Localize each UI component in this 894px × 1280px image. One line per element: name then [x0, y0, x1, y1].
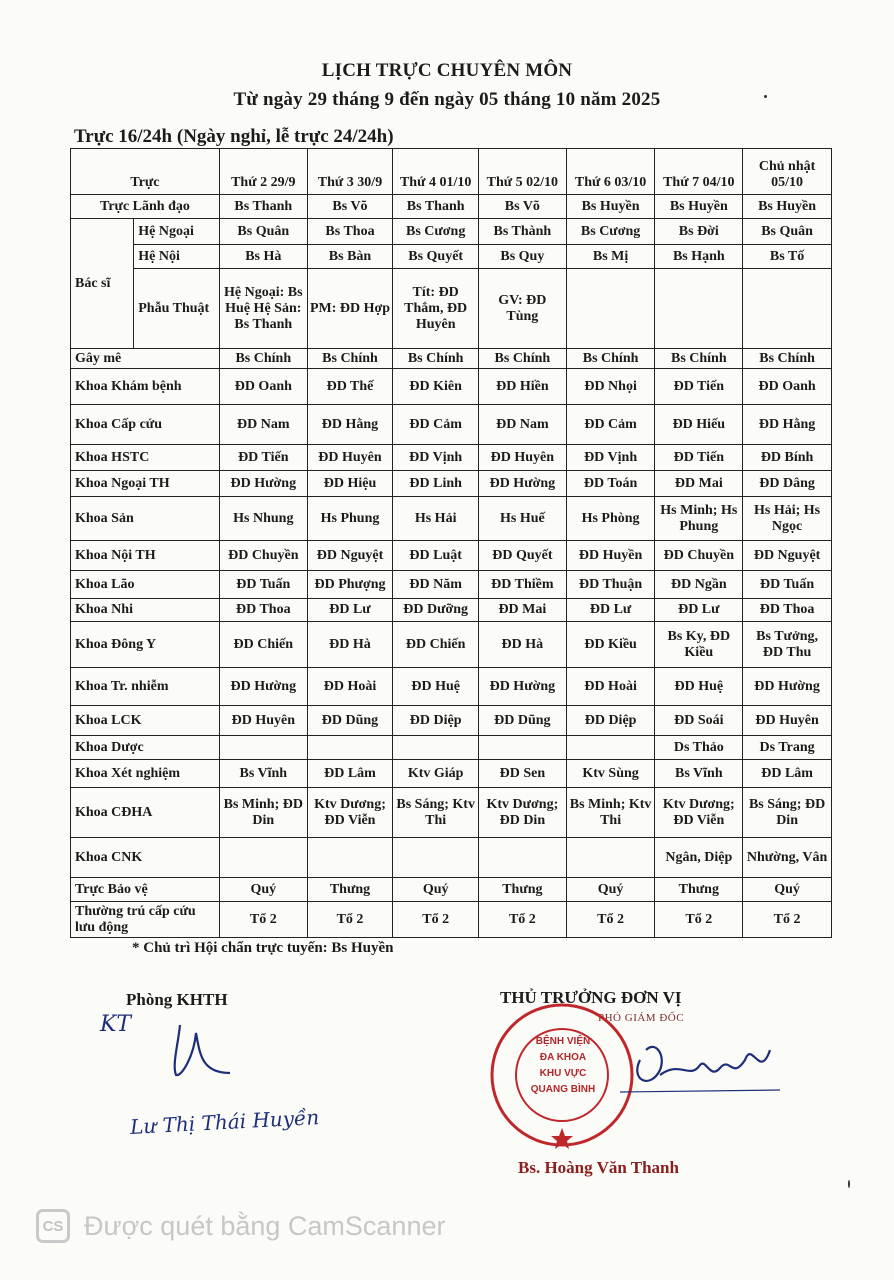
dept-row — [71, 668, 832, 706]
duty-cell: ĐD Dưỡng — [393, 599, 479, 622]
duty-cell: Thưng — [655, 878, 743, 902]
row-label: Khoa Nhi — [71, 599, 220, 622]
sub-row-label: Hệ Ngoại — [134, 219, 220, 245]
duty-cell: ĐD Soái — [655, 706, 743, 736]
duty-cell — [307, 838, 393, 878]
duty-cell: ĐD Diệp — [393, 706, 479, 736]
duty-cell: Bs Quy — [479, 245, 567, 269]
duty-cell: ĐD Dũng — [479, 706, 567, 736]
day-header: Chủ nhật 05/10 — [743, 149, 832, 195]
duty-cell: ĐD Cảm — [566, 405, 655, 445]
duty-cell: ĐD Hằng — [307, 405, 393, 445]
row-label: Khoa Đông Y — [71, 622, 220, 668]
duty-cell: Bs Sáng; Ktv Thi — [393, 788, 479, 838]
duty-cell — [393, 736, 479, 760]
duty-cell: Quý — [393, 878, 479, 902]
duty-cell: ĐD Huyên — [307, 445, 393, 471]
day-header: Thứ 2 29/9 — [219, 149, 307, 195]
speck — [764, 95, 767, 98]
duty-cell: ĐD Tuấn — [743, 571, 832, 599]
day-header: Thứ 6 03/10 — [566, 149, 655, 195]
duty-cell: ĐD Sen — [479, 760, 567, 788]
duty-cell: ĐD Quyết — [479, 541, 567, 571]
head-unit-title: THỦ TRƯỞNG ĐƠN VỊ — [500, 988, 682, 1007]
day-header: Thứ 4 01/10 — [393, 149, 479, 195]
duty-cell: Bs Chính — [307, 349, 393, 369]
dept-row — [71, 902, 832, 938]
duty-cell: Tổ 2 — [219, 902, 307, 938]
duty-cell: Hs Phung — [307, 497, 393, 541]
doctor-row — [71, 219, 832, 245]
duty-cell: ĐD Tiến — [655, 445, 743, 471]
duty-cell: Ktv Dương; ĐD Viễn — [655, 788, 743, 838]
duty-cell: Tổ 2 — [307, 902, 393, 938]
signer-name: Bs. Hoàng Văn Thanh — [518, 1158, 679, 1177]
duty-cell: Ktv Sùng — [566, 760, 655, 788]
duty-cell: ĐD Thế — [307, 369, 393, 405]
duty-cell: Bs Huyền — [743, 195, 832, 219]
camscanner-watermark — [36, 1208, 445, 1244]
duty-cell: Tổ 2 — [566, 902, 655, 938]
duty-cell — [743, 269, 832, 349]
duty-cell: ĐD Nam — [479, 405, 567, 445]
dept-row — [71, 788, 832, 838]
duty-cell: Quý — [566, 878, 655, 902]
duty-cell: Bs Minh; ĐD Din — [219, 788, 307, 838]
duty-cell: ĐD Hà — [307, 622, 393, 668]
dept-row — [71, 760, 832, 788]
right-signature-icon — [620, 1020, 780, 1100]
duty-cell — [566, 269, 655, 349]
duty-cell: ĐD Huệ — [655, 668, 743, 706]
duty-cell: Bs Thanh — [393, 195, 479, 219]
row-label: Khoa Tr. nhiễm — [71, 668, 220, 706]
dept-row — [71, 706, 832, 736]
duty-cell: ĐD Hường — [743, 668, 832, 706]
dept-row — [71, 878, 832, 902]
duty-cell: Quý — [219, 878, 307, 902]
duty-cell: Tổ 2 — [743, 902, 832, 938]
duty-cell: ĐD Kiên — [393, 369, 479, 405]
duty-cell: GV: ĐD Tùng — [479, 269, 567, 349]
duty-cell: ĐD Diệp — [566, 706, 655, 736]
duty-cell — [219, 838, 307, 878]
duty-cell: Bs Vĩnh — [219, 760, 307, 788]
dept-row — [71, 571, 832, 599]
duty-cell — [219, 736, 307, 760]
leader-row — [71, 195, 832, 219]
shift-subtitle: Trực 16/24h (Ngày nghỉ, lễ trực 24/24h) — [74, 126, 394, 147]
duty-cell: ĐD Hường — [479, 471, 567, 497]
duty-cell: Bs Minh; Ktv Thi — [566, 788, 655, 838]
duty-cell: ĐD Hoài — [307, 668, 393, 706]
duty-cell: Bs Thoa — [307, 219, 393, 245]
row-label: Khoa Khám bệnh — [71, 369, 220, 405]
dept-row — [71, 497, 832, 541]
duty-cell: Hs Huế — [479, 497, 567, 541]
dept-row — [71, 349, 832, 369]
row-label: Khoa Xét nghiệm — [71, 760, 220, 788]
duty-cell: ĐD Hường — [219, 668, 307, 706]
duty-cell — [307, 736, 393, 760]
duty-cell: Tít: ĐD Thắm, ĐD Huyên — [393, 269, 479, 349]
duty-cell: ĐD Nguyệt — [743, 541, 832, 571]
duty-cell: ĐD Lư — [307, 599, 393, 622]
duty-cell: Bs Chính — [219, 349, 307, 369]
duty-cell: ĐD Huệ — [393, 668, 479, 706]
duty-cell: ĐD Ngần — [655, 571, 743, 599]
doctor-row — [71, 245, 832, 269]
duty-cell: ĐD Dũng — [307, 706, 393, 736]
camscanner-text: Được quét bằng CamScanner — [84, 1210, 446, 1241]
duty-cell: ĐD Luật — [393, 541, 479, 571]
duty-cell: ĐD Lâm — [307, 760, 393, 788]
duty-cell: ĐD Lâm — [743, 760, 832, 788]
speck — [848, 1180, 850, 1188]
document-title: LỊCH TRỰC CHUYÊN MÔN — [321, 60, 573, 81]
row-label: Khoa CNK — [71, 838, 220, 878]
duty-cell: Bs Võ — [479, 195, 567, 219]
vice-director-label: PHÓ GIÁM ĐỐC — [598, 1012, 685, 1024]
row-label: Thường trú cấp cứu lưu động — [71, 902, 220, 938]
duty-cell: ĐD Bính — [743, 445, 832, 471]
duty-cell: Nhường, Vân — [743, 838, 832, 878]
dept-row — [71, 541, 832, 571]
seal-text: BỆNH VIỆN ĐA KHOA KHU VỰC QUANG BÌNH — [530, 1036, 596, 1095]
duty-cell: ĐD Chuyền — [655, 541, 743, 571]
duty-schedule-table — [70, 148, 832, 938]
duty-cell: ĐD Tiến — [655, 369, 743, 405]
row-label: Trực Bảo vệ — [71, 878, 220, 902]
duty-cell: ĐD Nguyệt — [307, 541, 393, 571]
dept-row — [71, 405, 832, 445]
dept-row — [71, 736, 832, 760]
duty-cell: Bs Đời — [655, 219, 743, 245]
row-label: Khoa LCK — [71, 706, 220, 736]
duty-cell: ĐD Tuấn — [219, 571, 307, 599]
date-range: Từ ngày 29 tháng 9 đến ngày 05 tháng 10 năm 2025 — [233, 89, 661, 110]
duty-cell: Bs Ky, ĐD Kiều — [655, 622, 743, 668]
duty-cell: Bs Võ — [307, 195, 393, 219]
duty-cell: Thưng — [479, 878, 567, 902]
row-label: Khoa HSTC — [71, 445, 220, 471]
duty-cell — [566, 736, 655, 760]
duty-cell: ĐD Toán — [566, 471, 655, 497]
left-signature-icon — [150, 1015, 240, 1085]
header-row — [71, 149, 832, 195]
doctor-group-label: Bác sĩ — [71, 219, 134, 349]
duty-cell: Tổ 2 — [479, 902, 567, 938]
row-label: Khoa Sản — [71, 497, 220, 541]
duty-cell: PM: ĐD Hợp — [307, 269, 393, 349]
duty-cell: Quý — [743, 878, 832, 902]
duty-cell: ĐD Thuận — [566, 571, 655, 599]
duty-cell: ĐD Hường — [219, 471, 307, 497]
duty-cell: ĐD Chiến — [393, 622, 479, 668]
duty-cell: Bs Hà — [219, 245, 307, 269]
dept-row — [71, 369, 832, 405]
duty-cell: Bs Chính — [566, 349, 655, 369]
duty-cell: ĐD Mai — [655, 471, 743, 497]
duty-cell: ĐD Tiến — [219, 445, 307, 471]
duty-cell — [655, 269, 743, 349]
sub-row-label: Phẫu Thuật — [134, 269, 220, 349]
duty-cell: ĐD Hiếu — [655, 405, 743, 445]
duty-cell: ĐD Kiều — [566, 622, 655, 668]
duty-cell: Bs Tố — [743, 245, 832, 269]
dept-row — [71, 622, 832, 668]
duty-cell: ĐD Nhọi — [566, 369, 655, 405]
day-header: Thứ 3 30/9 — [307, 149, 393, 195]
duty-cell: Bs Vĩnh — [655, 760, 743, 788]
doctor-row — [71, 269, 832, 349]
duty-cell: Bs Quân — [219, 219, 307, 245]
row-label: Khoa Dược — [71, 736, 220, 760]
duty-cell: Tổ 2 — [655, 902, 743, 938]
day-header: Thứ 7 04/10 — [655, 149, 743, 195]
duty-cell: ĐD Huyên — [743, 706, 832, 736]
duty-cell: ĐD Lư — [566, 599, 655, 622]
duty-cell: ĐD Nam — [219, 405, 307, 445]
duty-cell: ĐD Huyền — [566, 541, 655, 571]
duty-cell: Hs Hải — [393, 497, 479, 541]
sub-row-label: Hệ Nội — [134, 245, 220, 269]
duty-cell: Ngân, Diệp — [655, 838, 743, 878]
duty-cell: Bs Bàn — [307, 245, 393, 269]
consultation-note: * Chủ trì Hội chẩn trực tuyến: Bs Huyền — [132, 940, 394, 956]
duty-cell: ĐD Chiến — [219, 622, 307, 668]
duty-cell: Ds Thảo — [655, 736, 743, 760]
duty-cell: Hs Minh; Hs Phung — [655, 497, 743, 541]
duty-cell: ĐD Mai — [479, 599, 567, 622]
duty-cell: Bs Chính — [393, 349, 479, 369]
duty-cell: Bs Hạnh — [655, 245, 743, 269]
row-label: Khoa Lão — [71, 571, 220, 599]
duty-cell: ĐD Oanh — [219, 369, 307, 405]
duty-cell: Bs Cương — [393, 219, 479, 245]
duty-cell: ĐD Oanh — [743, 369, 832, 405]
duty-cell: Tổ 2 — [393, 902, 479, 938]
duty-cell: Bs Chính — [479, 349, 567, 369]
duty-cell: Bs Sáng; ĐD Din — [743, 788, 832, 838]
dept-row — [71, 471, 832, 497]
duty-cell: Hs Nhung — [219, 497, 307, 541]
duty-cell: ĐD Thiềm — [479, 571, 567, 599]
handwritten-name: Lư Thị Thái Huyền — [129, 1105, 320, 1139]
duty-cell: Bs Chính — [655, 349, 743, 369]
row-label: Trực Lãnh đạo — [71, 195, 220, 219]
dept-row — [71, 838, 832, 878]
duty-cell: Thưng — [307, 878, 393, 902]
duty-cell: Ktv Giáp — [393, 760, 479, 788]
camscanner-icon: CS — [36, 1209, 70, 1243]
duty-cell: ĐD Cảm — [393, 405, 479, 445]
duty-cell — [479, 838, 567, 878]
duty-cell: Hs Hải; Hs Ngọc — [743, 497, 832, 541]
duty-cell: ĐD Thoa — [743, 599, 832, 622]
duty-cell: ĐD Thoa — [219, 599, 307, 622]
duty-cell: ĐD Hằng — [743, 405, 832, 445]
duty-cell: ĐD Dâng — [743, 471, 832, 497]
duty-cell: Bs Huyền — [655, 195, 743, 219]
dept-row — [71, 599, 832, 622]
day-header: Thứ 5 02/10 — [479, 149, 567, 195]
row-label: Khoa Ngoại TH — [71, 471, 220, 497]
duty-cell: Bs Chính — [743, 349, 832, 369]
duty-cell: Bs Quyết — [393, 245, 479, 269]
row-label: Khoa CĐHA — [71, 788, 220, 838]
duty-cell: Bs Mị — [566, 245, 655, 269]
dept-row — [71, 445, 832, 471]
duty-cell: Bs Thanh — [219, 195, 307, 219]
duty-cell: ĐD Chuyền — [219, 541, 307, 571]
duty-cell: ĐD Vịnh — [393, 445, 479, 471]
duty-cell: ĐD Huyên — [219, 706, 307, 736]
duty-cell: Bs Quân — [743, 219, 832, 245]
duty-cell: Hs Phòng — [566, 497, 655, 541]
corner-header: Trực — [71, 149, 220, 195]
duty-cell: Ktv Dương; ĐD Din — [479, 788, 567, 838]
duty-cell: ĐD Linh — [393, 471, 479, 497]
handwritten-kt: KT — [100, 1012, 132, 1037]
duty-cell — [566, 838, 655, 878]
duty-cell: Bs Thành — [479, 219, 567, 245]
row-label: Gây mê — [71, 349, 220, 369]
dept-khth-title: Phòng KHTH — [126, 990, 228, 1009]
duty-cell: ĐD Hà — [479, 622, 567, 668]
row-label: Khoa Cấp cứu — [71, 405, 220, 445]
duty-cell — [393, 838, 479, 878]
duty-cell: Bs Tưởng, ĐD Thu — [743, 622, 832, 668]
duty-cell: ĐD Huyên — [479, 445, 567, 471]
duty-cell: Bs Huyền — [566, 195, 655, 219]
duty-cell: Bs Cương — [566, 219, 655, 245]
duty-cell: ĐD Vịnh — [566, 445, 655, 471]
duty-cell — [479, 736, 567, 760]
duty-cell: ĐD Hiệu — [307, 471, 393, 497]
duty-cell: ĐD Phượng — [307, 571, 393, 599]
duty-cell: ĐD Hiền — [479, 369, 567, 405]
row-label: Khoa Nội TH — [71, 541, 220, 571]
duty-cell: ĐD Lư — [655, 599, 743, 622]
duty-cell: Hệ Ngoại: Bs Huệ Hệ Sản: Bs Thanh — [219, 269, 307, 349]
duty-cell: Ds Trang — [743, 736, 832, 760]
duty-cell: ĐD Năm — [393, 571, 479, 599]
duty-cell: ĐD Hoài — [566, 668, 655, 706]
duty-cell: Ktv Dương; ĐD Viễn — [307, 788, 393, 838]
duty-cell: ĐD Hường — [479, 668, 567, 706]
